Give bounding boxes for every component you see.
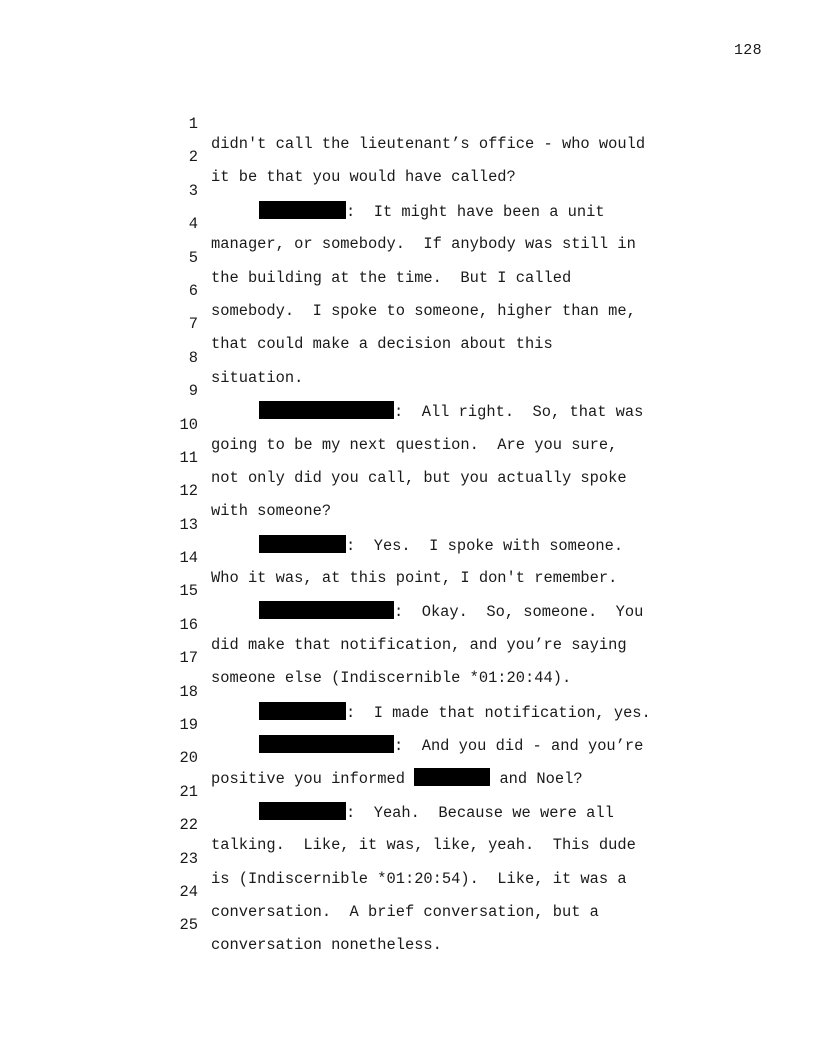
- line-text-before: positive you informed: [211, 770, 415, 789]
- line-number: 6: [188, 281, 198, 300]
- line-number: 24: [179, 882, 198, 901]
- transcript-line: [0, 194, 816, 254]
- transcript-line: [0, 294, 816, 354]
- line-number: 25: [179, 916, 198, 935]
- line-number: 9: [188, 382, 198, 401]
- line-number: 2: [188, 148, 198, 167]
- transcript-line: [0, 94, 816, 153]
- line-text: someone else (Indiscernible *01:20:44).: [211, 669, 572, 688]
- line-number: 14: [179, 549, 198, 568]
- line-text: the building at the time. But I called: [211, 268, 572, 287]
- line-text: : It might have been a unit: [346, 202, 605, 221]
- transcript-line: [0, 895, 816, 955]
- line-number: 10: [179, 415, 198, 434]
- transcript-line: [0, 862, 816, 921]
- line-text: with someone?: [211, 502, 332, 521]
- line-text: somebody. I spoke to someone, higher than me,: [211, 301, 636, 320]
- line-number: 5: [188, 248, 198, 267]
- transcript-line: [0, 428, 816, 487]
- line-text: is (Indiscernible *01:20:54). Like, it was a: [211, 869, 627, 888]
- transcript-line: [0, 762, 816, 822]
- transcript-line: [0, 395, 816, 454]
- transcript-line: [0, 261, 816, 320]
- line-text: conversation. A brief conversation, but a: [211, 902, 599, 921]
- line-number: 19: [179, 716, 198, 735]
- line-text: talking. Like, it was, like, yeah. This dude: [211, 836, 636, 855]
- line-text: : I made that notification, yes.: [346, 703, 651, 722]
- line-number: 23: [179, 849, 198, 868]
- line-number: 8: [188, 348, 198, 367]
- transcript-line: [0, 662, 816, 722]
- transcript-body: [0, 94, 816, 955]
- transcript-line: [0, 228, 816, 287]
- line-text-after: and Noel?: [490, 770, 583, 789]
- line-text: situation.: [211, 368, 304, 387]
- transcript-line: [0, 695, 816, 756]
- line-text: not only did you call, but you actually spoke: [211, 468, 627, 487]
- line-number: 18: [179, 682, 198, 701]
- line-text: it be that you would have called?: [211, 168, 516, 187]
- line-text: conversation nonetheless.: [211, 936, 442, 955]
- transcript-line: [0, 528, 816, 588]
- transcript-line: [0, 595, 816, 654]
- line-text: didn't call the lieutenant’s office - who would: [211, 135, 646, 153]
- line-number: 13: [179, 515, 198, 534]
- line-number: 11: [179, 448, 198, 467]
- line-text: going to be my next question. Are you sure,: [211, 435, 618, 454]
- line-number: 15: [179, 582, 198, 601]
- transcript-line: [0, 361, 816, 422]
- transcript-line: [0, 829, 816, 888]
- line-text: manager, or somebody. If anybody was still in: [211, 235, 636, 254]
- line-number: 7: [188, 315, 198, 334]
- line-text: : Yes. I spoke with someone.: [346, 536, 624, 555]
- line-number: 1: [188, 115, 198, 133]
- line-number: 20: [179, 749, 198, 768]
- line-number: 16: [179, 615, 198, 634]
- transcript-line: [0, 561, 816, 622]
- transcript-line: [0, 127, 816, 187]
- transcript-line: [0, 161, 816, 221]
- transcript-line: [0, 795, 816, 855]
- line-number: 22: [179, 816, 198, 835]
- line-text: : And you did - and you’re: [394, 737, 644, 756]
- line-text: Who it was, at this point, I don't remember.: [211, 569, 618, 588]
- transcript-line: [0, 461, 816, 521]
- line-number: 17: [179, 649, 198, 668]
- transcript-line: [0, 728, 816, 789]
- line-text: : Okay. So, someone. You: [394, 603, 644, 622]
- transcript-line: [0, 328, 816, 387]
- transcript-line: [0, 628, 816, 688]
- line-number: 21: [179, 782, 198, 801]
- line-text: did make that notification, and you’re saying: [211, 635, 627, 654]
- transcript-line: [0, 495, 816, 555]
- page-number: 128: [734, 42, 762, 59]
- line-number: 12: [179, 482, 198, 501]
- line-number: 3: [188, 181, 198, 200]
- line-text: : All right. So, that was: [394, 403, 644, 422]
- line-number: 4: [188, 215, 198, 234]
- line-text: that could make a decision about this: [211, 335, 553, 354]
- line-text: : Yeah. Because we were all: [346, 803, 614, 822]
